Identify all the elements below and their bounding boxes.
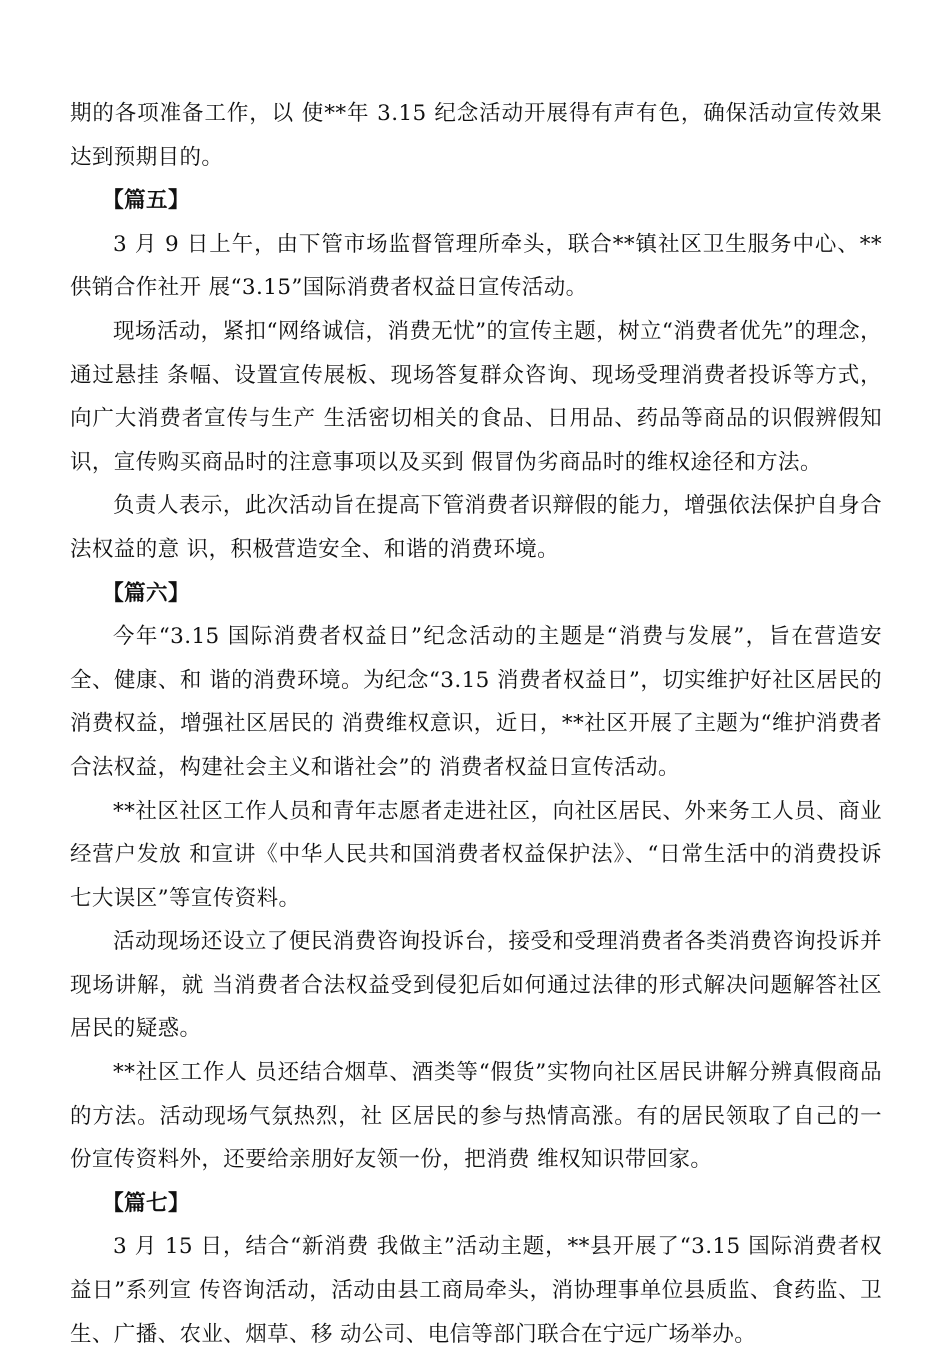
paragraph: **社区工作人 员还结合烟草、酒类等“假货”实物向社区居民讲解分辨真假商品的方法。活动现场气氛热烈，社 区居民的参与热情高涨。有的居民领取了自己的一份宣传资料外，还要给亲朋好友领一份，把消费 维权知识带回家。 [70,1060,882,1173]
paragraph: 现场活动，紧扣“网络诚信，消费无忧”的宣传主题，树立“消费者优先”的理念，通过悬挂 条幅、设置宣传展板、现场答复群众咨询、现场受理消费者投诉等方式，向广大消费者宣传与生产 生活密切相关的食品、日用品、药品等商品的识假辨假知识，宣传购买商品时的注意事项以及买到 假冒伪劣商品时的维权途径和方法。 [70,318,882,475]
paragraph: 3 月 15 日，结合“新消费 我做主”活动主题，**县开展了“3.15 国际消费者权益日”系列宣 传咨询活动，活动由县工商局牵头，消协理事单位县质监、食药监、卫生、广播、农业、烟草、移 动公司、电信等部门联合在宁远广场举办。 [70,1234,882,1347]
document-body [70,92,882,1356]
paragraph: 3 月 9 日上午，由下管市场监督管理所牵头，联合**镇社区卫生服务中心、**供销合作社开 展“3.15”国际消费者权益日宣传活动。 [70,231,882,301]
paragraph: **社区社区工作人员和青年志愿者走进社区，向社区居民、外来务工人员、商业经营户发放 和宣讲《中华人民共和国消费者权益保护法》、“日常生活中的消费投诉七大误区”等宣传资料。 [70,798,882,911]
paragraph-continuation: 期的各项准备工作，以 使**年 3.15 纪念活动开展得有声有色，确保活动宣传效果达到预期目的。 [70,101,882,170]
paragraph: 负责人表示，此次活动旨在提高下管消费者识辩假的能力，增强依法保护自身合法权益的意 识，积极营造安全、和谐的消费环境。 [70,493,882,562]
paragraph: 今年“3.15 国际消费者权益日”纪念活动的主题是“消费与发展”，旨在营造安全、健康、和 谐的消费环境。为纪念“3.15 消费者权益日”，切实维护好社区居民的消费权益，增强社区居民的 消费维权意识，近日，**社区开展了主题为“维护消费者合法权益，构建社会主义和谐社会”的 消费者权益日宣传活动。 [70,624,882,780]
section-heading-7: 【篇七】 [102,1190,190,1216]
section-heading-5: 【篇五】 [102,188,190,214]
paragraph: 活动现场还设立了便民消费咨询投诉台，接受和受理消费者各类消费咨询投诉并现场讲解，就 当消费者合法权益受到侵犯后如何通过法律的形式解决问题解答社区居民的疑惑。 [70,929,882,1042]
section-heading-6: 【篇六】 [102,580,190,606]
